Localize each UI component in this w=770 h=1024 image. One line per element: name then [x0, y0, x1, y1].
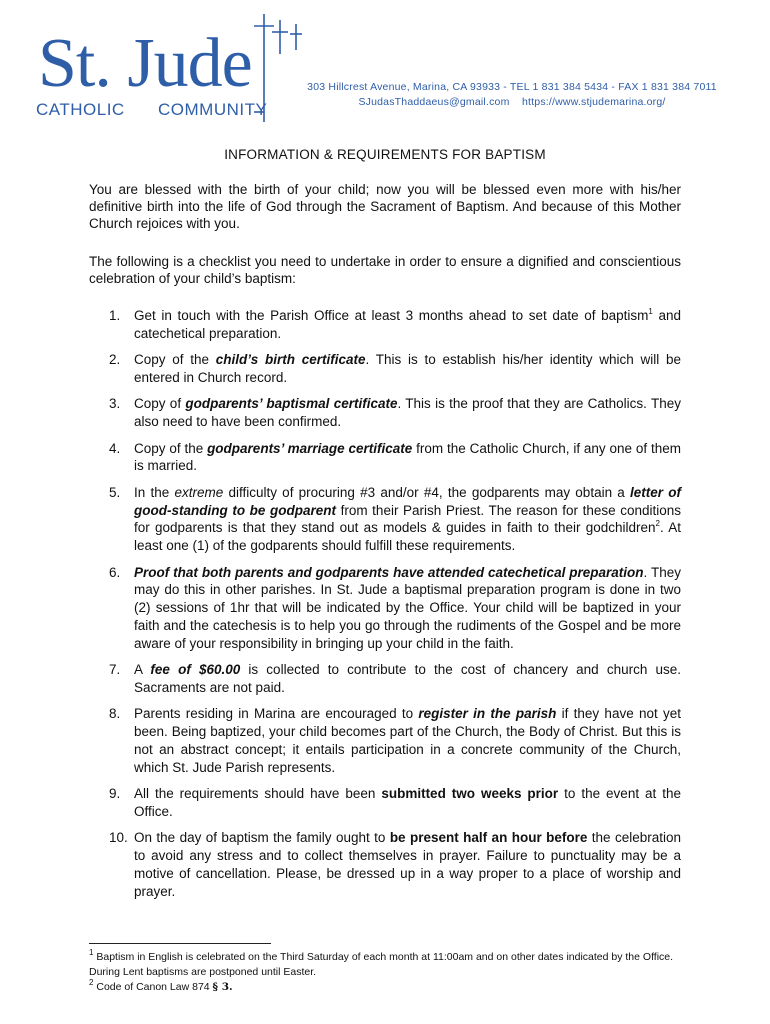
list-item: 5. In the extreme difficulty of procuring #3 and/or #4, the godparents may obtain a letter of good-standing to be godparent from their Parish Priest. The reason for these conditions for godparents is that they stand out as models & guides in faith to their godchildren$^2$. At least one (1) of the godparents should fulfill these requirements. — [109, 484, 681, 554]
footnotes — [89, 947, 689, 995]
list-item: 10. On the day of baptism the family ought to be present half an hour before the celebration to avoid any stress and to collect themselves in prayer. Failure to punctuality may be a motive of cancellation. Please, be dressed up in a way proper to a place of worship and prayer. — [109, 830, 682, 899]
footnote-divider — [89, 943, 271, 944]
checklist-intro-paragraph: The following is a checklist you need to undertake in order to ensure a dignified and conscientious celebration of your child’s baptism: — [89, 254, 681, 286]
list-item: 2. Copy of the child’s birth certificate. This is to establish his/her identity which will be entered in Church record. — [109, 352, 681, 385]
list-item: 9. All the requirements should have been submitted two weeks prior to the event at the Office. — [109, 786, 681, 819]
logo-subtitle-community: COMMUNITY — [158, 100, 268, 119]
parish-address: 303 Hillcrest Avenue, Marina, CA 93933 - TEL 1 831 384 5434 - FAX 1 831 384 7011 — [307, 81, 717, 93]
cross-icon — [250, 14, 306, 128]
document-title: INFORMATION & REQUIREMENTS FOR BAPTISM — [224, 147, 546, 162]
intro-paragraph: You are blessed with the birth of your child; now you will be blessed even more with his/her definitive birth into the life of God through the Sacrament of Baptism. And because of this Mother Church rejoices with you. — [89, 182, 681, 231]
list-item: 6. Proof that both parents and godparents have attended catechetical preparation. They may do this in other parishes. In St. Jude a baptismal preparation program is done in two (2) sessions of 1hr that will be indicated by the Office. Your child will be baptized in your faith and the catechesis is to help you go through the rudiments of the Gospel and be more aware of your responsibility in bringing up your child in the faith. — [109, 564, 681, 651]
requirements-checklist — [89, 307, 681, 909]
list-item: 7. A fee of $60.00 is collected to contribute to the cost of chancery and church use. Sacraments are not paid. — [109, 662, 682, 695]
list-item: 1. Get in touch with the Parish Office at least 3 months ahead to set date of baptism$^1$ and catechetical preparation. — [109, 306, 682, 341]
footnote-ref-2[interactable]: 2 — [655, 518, 660, 528]
parish-website-link[interactable]: https://www.stjudemarina.org/ — [522, 96, 666, 108]
logo-subtitle-catholic: CATHOLIC — [36, 100, 125, 119]
logo-wordmark: St. Jude — [38, 25, 252, 102]
footnote-2: $^2$ Code of Canon Law 874 § 3. — [89, 977, 233, 993]
parish-contact-info — [292, 80, 732, 110]
list-item: 3. Copy of godparents’ baptismal certificate. This is the proof that they are Catholics. They also need to have been confirmed. — [109, 396, 681, 430]
list-item: 8. Parents residing in Marina are encouraged to register in the parish if they have not yet been. Being baptized, your child becomes part of the Church, the Body of Christ. But this is not an abstract concept; it entails participation in a concrete community of the Church, which St. Jude Parish represents. — [109, 706, 681, 775]
parish-logo — [34, 18, 296, 130]
footnote-ref-1[interactable]: 1 — [648, 306, 653, 316]
parish-email-link[interactable]: SJudasThaddaeus@gmail.com — [358, 96, 510, 108]
footnote-1: $^1$ Baptism in English is celebrated on the Third Saturday of each month at 11:00am and on other dates indicated by the Office. During Lent baptisms are postponed until Easter. — [89, 947, 674, 978]
list-item: 4. Copy of the godparents’ marriage certificate from the Catholic Church, if any one of them is married. — [109, 440, 681, 474]
